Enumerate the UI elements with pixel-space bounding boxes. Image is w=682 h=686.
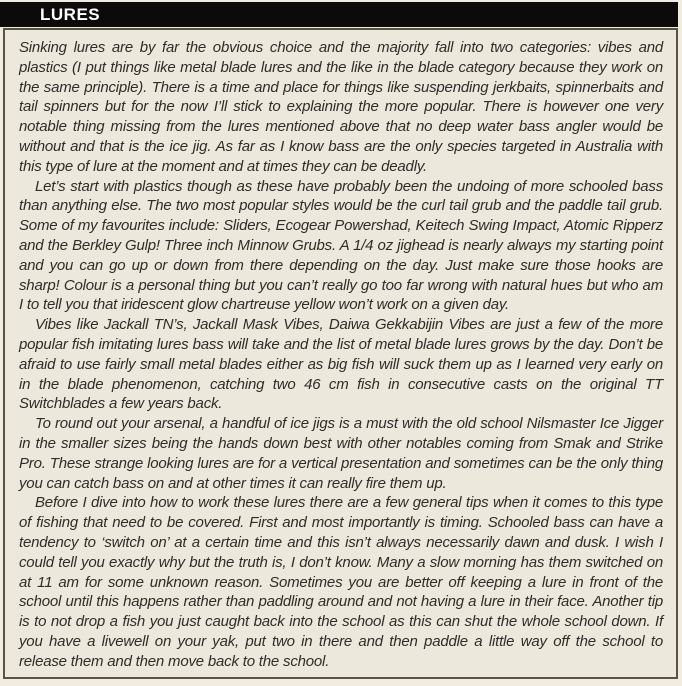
article-paragraph: Before I dive into how to work these lures there are a few general tips when it comes to this type of fishing that need to be covered. First and most importantly is timing. Schooled bass can have a tendency to ‘switch on’ at a certain time and this isn’t always necessarily dawn and dusk. I wish I could tell you exactly why but the truth is, I don’t know. Many a slow morning has them switched on at 11 am for some unknown reason. Sometimes you are better off keeping a lure in front of the school until this happens rather than paddling around and not having a lure in their face. Another tip is to not drop a fish you just caught back into the school as this can shut the whole school down. If you have a livewell on your yak, put two in there and then paddle a little way off the school to release them and then move back to the school. xyxy=(19,494,663,670)
article-text-box xyxy=(3,28,678,679)
article-paragraph: Vibes like Jackall TN’s, Jackall Mask Vibes, Daiwa Gekkabijin Vibes are just a few of the more popular fish imitating lures bass will take and the list of metal blade lures grows by the day. Don’t be afraid to use fairly small metal blades either as big fish will suck them up as I learned very early on in the blade phenomenon, catching two 46 cm fish in consecutive casts on the original TT Switchblades a few years back. xyxy=(19,316,663,413)
article-paragraph: Sinking lures are by far the obvious choice and the majority fall into two categories: vibes and plastics (I put things like metal blade lures and the like in the blade category because they work on the same principle). There is a time and place for things like suspending jerkbaits, spinnerbaits and tail spinners but for the now I’ll stick to explaining the more popular. There is however one very notable thing missing from the lures mentioned above that no deep water bass angler would be without and that is the ice jig. As far as I know bass are the only species targeted in Australia with this type of lure at the moment and at times they can be deadly. xyxy=(19,39,663,175)
section-title: LURES xyxy=(40,5,101,24)
article-paragraph: To round out your arsenal, a handful of ice jigs is a must with the old school Nilsmaster Ice Jigger in the smaller sizes being the hands down best with other notables coming from Smak and Strike Pro. These strange looking lures are for a vertical presentation and sometimes can be the only thing you can catch bass on and at other times it can really fire them up. xyxy=(19,415,663,492)
article-paragraph: Let’s start with plastics though as these have probably been the undoing of more schooled bass than anything else. The two most popular styles would be the curl tail grub and the paddle tail grub. Some of my favourites include: Sliders, Ecogear Powershad, Keitech Swing Impact, Atomic Ripperz and the Berkley Gulp! Three inch Minnow Grubs. A 1/4 oz jighead is nearly always my starting point and you can go up or down from there depending on the day. Just make sure those hooks are sharp! Colour is a personal thing but you can’t really go too far wrong with natural hues but who am I to tell you that iridescent glow chartreuse yellow won’t work on a given day. xyxy=(19,177,663,314)
section-header-bar xyxy=(0,2,678,27)
